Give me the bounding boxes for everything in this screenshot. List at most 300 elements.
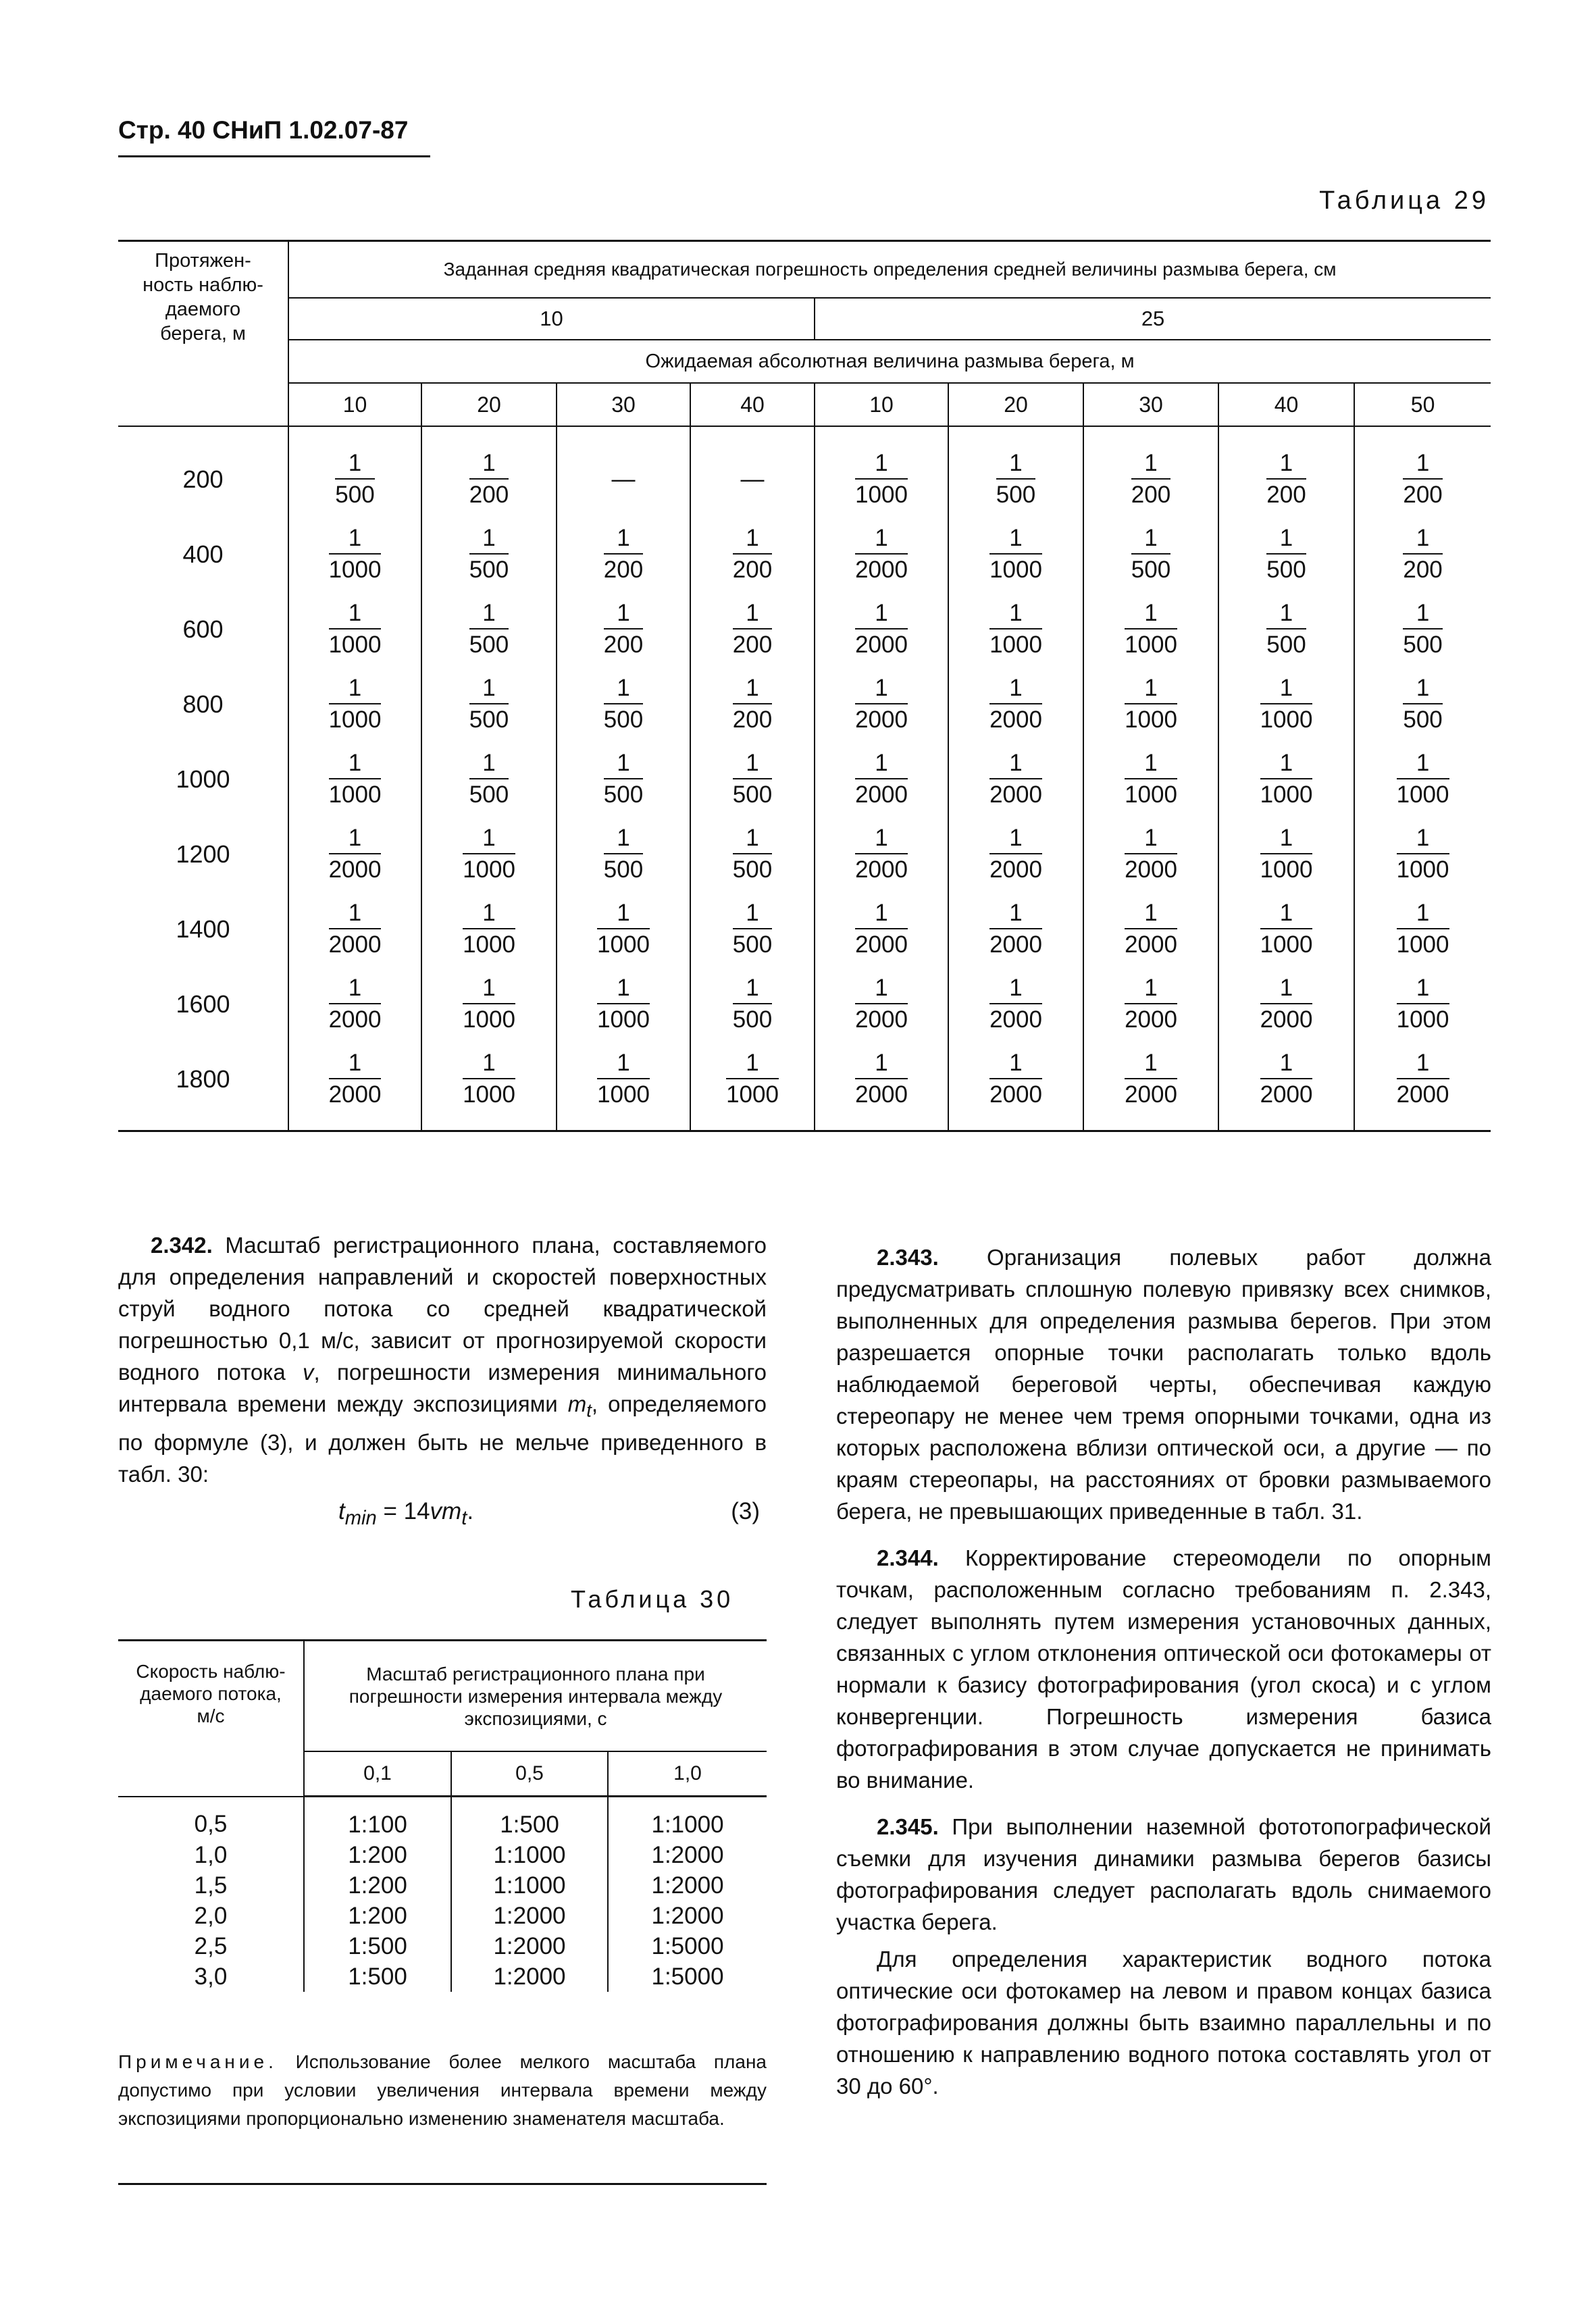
table-row: [118, 892, 1491, 967]
fraction-numerator: 1: [855, 750, 908, 779]
fraction-numerator: 1: [469, 750, 509, 779]
paragraph-text: Корректирование стереомодели по опорным точкам, расположенным согласно требованиям п. 2.343, следует выполнять путем измерения установочных данных, связанных с углом отклонения оптической оси фотокамеры от нормали к базису фотографирования (угол скоса) и с углом конвергенции. Погрешность измерения базиса фотографирования в этом случае допускается не принимать во внимание.: [836, 1545, 1491, 1793]
fraction-numerator: 1: [989, 675, 1042, 704]
fraction-denominator: 200: [732, 706, 773, 734]
fraction: [329, 1050, 382, 1108]
table-cell: [815, 517, 948, 592]
table-cell: [1354, 892, 1491, 967]
table-30-stub-header: Скорость наблю- даемого потока, м/с: [118, 1641, 304, 1797]
fraction-denominator: 1000: [597, 1081, 650, 1108]
table-cell: [690, 892, 815, 967]
table-cell: [1218, 592, 1354, 667]
table-cell: [1218, 1042, 1354, 1131]
fraction-denominator: 1000: [1396, 931, 1449, 958]
paragraph-2-342: [118, 1229, 767, 1490]
table-cell: [690, 592, 815, 667]
fraction: [604, 600, 643, 658]
fraction-denominator: 200: [732, 632, 773, 659]
table-29: [118, 240, 1491, 1132]
fraction-denominator: 500: [469, 781, 509, 808]
table-cell: [948, 1042, 1083, 1131]
fraction: [855, 600, 908, 658]
fraction-numerator: 1: [989, 825, 1042, 854]
table-cell: [288, 892, 421, 967]
fraction: [1266, 600, 1306, 658]
fraction-denominator: 2000: [1260, 1006, 1313, 1033]
fraction: [1397, 900, 1449, 958]
fraction: [1266, 450, 1306, 508]
row-label: 1000: [118, 742, 288, 817]
table-cell: [421, 1042, 557, 1131]
table-row: [118, 817, 1491, 892]
fraction-numerator: 1: [1125, 975, 1177, 1004]
fraction: [1260, 750, 1313, 808]
fraction: [1260, 900, 1313, 958]
fraction: [463, 900, 515, 958]
fraction: [733, 825, 772, 883]
fraction-numerator: 1: [855, 525, 908, 555]
table-row: [118, 1870, 767, 1901]
table-cell: [288, 592, 421, 667]
fraction-denominator: 500: [603, 706, 644, 734]
fraction-numerator: 1: [463, 975, 515, 1004]
fraction: [733, 750, 772, 808]
row-label: 800: [118, 667, 288, 742]
table-30-group-header: Масштаб регистрационного плана при погрешности измерения интервала между экспозициями, с: [304, 1641, 767, 1752]
fraction: [726, 1050, 779, 1108]
table-row: [118, 592, 1491, 667]
fraction: [463, 825, 515, 883]
table-cell: [1354, 817, 1491, 892]
fraction-denominator: 2000: [855, 557, 908, 584]
fraction: [604, 525, 643, 583]
table-cell: 1:200: [348, 1841, 407, 1868]
fraction: [733, 900, 772, 958]
fraction: [463, 975, 515, 1033]
table-29-column-header: 40: [1218, 383, 1354, 426]
table-cell: [421, 892, 557, 967]
table-cell: [557, 667, 690, 742]
table-cell: [1083, 1042, 1218, 1131]
fraction-denominator: 500: [732, 1006, 773, 1033]
table-cell: [948, 426, 1083, 517]
fraction-numerator: 1: [1131, 525, 1170, 555]
table-cell: [557, 1042, 690, 1131]
fraction-denominator: 1000: [463, 1081, 515, 1108]
fraction: [329, 825, 382, 883]
fraction-numerator: 1: [329, 825, 382, 854]
table-30-caption: Таблица 30: [571, 1585, 734, 1613]
fraction: [855, 675, 908, 733]
table-cell: [1354, 426, 1491, 517]
table-29-column-header: 20: [421, 383, 557, 426]
fraction-denominator: 2000: [855, 931, 908, 958]
fraction-numerator: 1: [329, 750, 382, 779]
table-29-column-header: 30: [1083, 383, 1218, 426]
fraction-numerator: 1: [604, 825, 643, 854]
fraction: [989, 525, 1042, 583]
fraction-numerator: 1: [1131, 450, 1170, 480]
row-label: 600: [118, 592, 288, 667]
fraction-denominator: 1000: [1260, 856, 1313, 883]
paragraph-number: 2.344.: [877, 1545, 939, 1570]
formula-expression: $t_{min} = 14vm_t$.: [338, 1497, 474, 1529]
fraction: [1397, 825, 1449, 883]
fraction-numerator: 1: [733, 975, 772, 1004]
fraction: [855, 825, 908, 883]
fraction: [329, 750, 382, 808]
fraction-denominator: 2000: [1125, 1006, 1177, 1033]
table-cell: [421, 426, 557, 517]
fraction-denominator: 1000: [463, 1006, 515, 1033]
table-cell: [421, 592, 557, 667]
fraction: [1403, 450, 1442, 508]
page-header: Стр. 40 СНиП 1.02.07-87: [118, 116, 409, 144]
fraction-numerator: 1: [855, 900, 908, 929]
table-cell: [690, 1042, 815, 1131]
fraction-denominator: 2000: [855, 1006, 908, 1033]
fraction: [329, 600, 382, 658]
table-30-column-header: 0,5: [451, 1751, 608, 1797]
fraction-denominator: 500: [732, 931, 773, 958]
fraction-numerator: 1: [1125, 825, 1177, 854]
fraction-denominator: 1000: [855, 482, 908, 509]
fraction-numerator: 1: [1260, 1050, 1313, 1079]
fraction-denominator: 1000: [328, 706, 382, 734]
fraction-numerator: 1: [855, 975, 908, 1004]
table-row: [118, 1797, 767, 1841]
fraction-numerator: 1: [1125, 750, 1177, 779]
table-cell: [1218, 817, 1354, 892]
table-cell: [1083, 817, 1218, 892]
fraction-denominator: 2000: [328, 856, 382, 883]
fraction: [597, 900, 650, 958]
fraction-numerator: 1: [597, 1050, 650, 1079]
fraction-numerator: 1: [1397, 975, 1449, 1004]
table-cell: [1354, 592, 1491, 667]
fraction-numerator: 1: [1260, 750, 1313, 779]
fraction-denominator: 200: [732, 557, 773, 584]
fraction-numerator: 1: [1397, 900, 1449, 929]
row-label: 0,5: [118, 1797, 304, 1841]
table-row: [118, 967, 1491, 1042]
fraction-numerator: 1: [1397, 1050, 1449, 1079]
fraction-denominator: 2000: [855, 1081, 908, 1108]
table-cell: [948, 592, 1083, 667]
table-cell: [1218, 742, 1354, 817]
fraction: [1403, 525, 1442, 583]
paragraph-2-345-continued: Для определения характеристик водного потока оптические оси фотокамер на левом и правом концах базиса фотографирования должны быть взаимно параллельны и по отношению к направлению водного потока составлять угол от 30 до 60°.: [836, 1947, 1491, 2099]
table-cell: 1:500: [451, 1797, 608, 1841]
fraction-denominator: 1000: [1396, 1006, 1449, 1033]
fraction-denominator: 500: [732, 781, 773, 808]
fraction-denominator: 200: [1403, 557, 1443, 584]
table-cell: [557, 517, 690, 592]
table-row: [118, 426, 1491, 517]
table-cell: [1354, 1042, 1491, 1131]
fraction: [1403, 600, 1442, 658]
fraction: [604, 825, 643, 883]
fraction: [1131, 525, 1170, 583]
fraction: [1397, 750, 1449, 808]
fraction: [597, 1050, 650, 1108]
fraction-denominator: 1000: [989, 632, 1042, 659]
table-29-sub-header: Ожидаемая абсолютная величина размыва берега, м: [288, 340, 1491, 383]
fraction-denominator: 2000: [1125, 856, 1177, 883]
fraction: [989, 825, 1042, 883]
table-cell: [690, 817, 815, 892]
table-cell: [421, 517, 557, 592]
table-row: [118, 1931, 767, 1961]
fraction-denominator: 500: [335, 482, 375, 509]
formula-number: (3): [731, 1497, 760, 1524]
fraction-denominator: 500: [1131, 557, 1171, 584]
fraction-numerator: 1: [1125, 1050, 1177, 1079]
table-cell: [557, 817, 690, 892]
left-column: [118, 1229, 767, 1529]
paragraph-number: 2.343.: [877, 1245, 939, 1270]
fraction-denominator: 1000: [597, 931, 650, 958]
fraction-numerator: 1: [604, 750, 643, 779]
fraction-denominator: 500: [996, 482, 1036, 509]
fraction: [469, 525, 509, 583]
fraction: [329, 525, 382, 583]
paragraph-text: При выполнении наземной фототопографической съемки для изучения динамики размыва берегов базисы фотографирования следует располагать вдоль снимаемого участка берега.: [836, 1814, 1491, 1934]
table-row: [118, 742, 1491, 817]
row-label: 1400: [118, 892, 288, 967]
fraction-denominator: 2000: [989, 706, 1042, 734]
fraction-numerator: 1: [1266, 450, 1306, 480]
fraction-denominator: 1000: [989, 557, 1042, 584]
table-cell: [690, 426, 815, 517]
table-29-column-header: 50: [1354, 383, 1491, 426]
table-29-group-header: Заданная средняя квадратическая погрешность определения средней величины размыва берега, см: [288, 241, 1491, 299]
fraction: [989, 1050, 1042, 1108]
table-cell: [288, 426, 421, 517]
table-cell: [948, 892, 1083, 967]
fraction-numerator: 1: [469, 600, 509, 629]
fraction-denominator: 1000: [1260, 781, 1313, 808]
fraction-numerator: 1: [1397, 825, 1449, 854]
fraction: [1125, 600, 1177, 658]
fraction-denominator: 2000: [328, 1006, 382, 1033]
variable-m: m: [567, 1391, 587, 1416]
table-row: [118, 1840, 767, 1870]
fraction-numerator: 1: [335, 450, 374, 480]
table-cell: [1354, 667, 1491, 742]
table-cell: [815, 817, 948, 892]
fraction-numerator: 1: [733, 900, 772, 929]
fraction-denominator: 200: [603, 557, 644, 584]
table-cell: [288, 667, 421, 742]
table-cell: 1:5000: [608, 1961, 767, 1992]
fraction-numerator: 1: [1260, 900, 1313, 929]
table-cell: [1083, 742, 1218, 817]
table-cell: [557, 742, 690, 817]
table-cell: [948, 742, 1083, 817]
fraction-denominator: 500: [469, 557, 509, 584]
table-cell: [288, 517, 421, 592]
fraction: [469, 750, 509, 808]
table-29-column-header: 40: [690, 383, 815, 426]
fraction-denominator: 2000: [1125, 931, 1177, 958]
fraction-numerator: 1: [469, 675, 509, 704]
table-cell: 1:200: [348, 1872, 407, 1899]
fraction-numerator: 1: [463, 825, 515, 854]
fraction: [1125, 750, 1177, 808]
paragraph-number: 2.345.: [877, 1814, 939, 1839]
fraction-denominator: 1000: [1125, 781, 1177, 808]
fraction: [855, 450, 908, 508]
table-cell: [288, 1042, 421, 1131]
fraction: [733, 525, 772, 583]
fraction-denominator: 200: [1131, 482, 1171, 509]
paragraph-number: 2.342.: [151, 1233, 213, 1258]
row-label: 1200: [118, 817, 288, 892]
fraction-denominator: 1000: [463, 856, 515, 883]
fraction-denominator: 500: [1403, 632, 1443, 659]
fraction: [597, 975, 650, 1033]
fraction: [469, 675, 509, 733]
fraction-numerator: 1: [463, 900, 515, 929]
paragraph-2-344: [836, 1542, 1491, 1796]
table-cell: [1354, 742, 1491, 817]
fraction-denominator: 2000: [1125, 1081, 1177, 1108]
fraction-denominator: 2000: [989, 931, 1042, 958]
fraction-denominator: 500: [603, 781, 644, 808]
fraction: [469, 450, 509, 508]
fraction-numerator: 1: [989, 900, 1042, 929]
row-label: 2,5: [118, 1931, 304, 1961]
fraction-numerator: 1: [1403, 525, 1442, 555]
table-29-caption: Таблица 29: [1319, 186, 1489, 215]
fraction: [1125, 675, 1177, 733]
fraction-numerator: 1: [989, 750, 1042, 779]
row-label: 2,0: [118, 1901, 304, 1931]
fraction-denominator: 2000: [855, 706, 908, 734]
fraction-denominator: 2000: [328, 931, 382, 958]
fraction: [989, 750, 1042, 808]
paragraph-2-343: [836, 1241, 1491, 1527]
table-30-column-header: 1,0: [608, 1751, 767, 1797]
table-row: [118, 667, 1491, 742]
table-cell: [1218, 517, 1354, 592]
fraction-numerator: 1: [329, 900, 382, 929]
fraction-denominator: 2000: [989, 781, 1042, 808]
fraction-numerator: 1: [1403, 450, 1442, 480]
table-row: [118, 1961, 767, 1992]
fraction-numerator: 1: [1260, 825, 1313, 854]
fraction: [1125, 1050, 1177, 1108]
table-cell: [557, 592, 690, 667]
fraction-denominator: 500: [1403, 706, 1443, 734]
fraction-numerator: 1: [989, 525, 1042, 555]
table-cell: [948, 967, 1083, 1042]
table-cell: [815, 426, 948, 517]
fraction-numerator: 1: [989, 600, 1042, 629]
table-cell: [557, 426, 690, 517]
paragraph-2-345: [836, 1811, 1491, 1938]
table-cell: [815, 892, 948, 967]
note-label: Примечание.: [118, 2051, 278, 2072]
fraction-denominator: 1000: [328, 632, 382, 659]
table-29-group-a: 10: [288, 298, 815, 340]
table-cell: [1218, 426, 1354, 517]
fraction-numerator: 1: [1403, 675, 1442, 704]
fraction: [855, 975, 908, 1033]
table-cell: [815, 592, 948, 667]
table-cell: [557, 892, 690, 967]
fraction-denominator: 1000: [1125, 706, 1177, 734]
table-cell: [288, 967, 421, 1042]
fraction: [1403, 675, 1442, 733]
fraction-numerator: 1: [855, 1050, 908, 1079]
fraction: [989, 975, 1042, 1033]
table-29-stub-header: Протяжен- ность наблю- даемого берега, м: [118, 241, 288, 427]
table-cell: [948, 517, 1083, 592]
fraction-numerator: 1: [1260, 675, 1313, 704]
table-cell: [1354, 517, 1491, 592]
paragraph-text: , определяемого по формуле (3), и должен быть не мельче приведенного в табл. 30:: [118, 1391, 767, 1487]
fraction-denominator: 2000: [989, 1006, 1042, 1033]
fraction: [855, 525, 908, 583]
fraction-numerator: 1: [463, 1050, 515, 1079]
variable-v: v: [303, 1360, 314, 1385]
fraction-numerator: 1: [604, 525, 643, 555]
paragraph-text: Организация полевых работ должна предусматривать сплошную полевую привязку всех снимков, выполненных для определения размыва берегов. При этом разрешается опорные точки располагать только вдоль наблюдаемой береговой черты, обеспечивая каждую стереопару не менее чем тремя опорными точками, одна из которых расположена вблизи оптической оси, а другие — по краям стереопары, на расстояниях от бровки размываемого берега, не превышающих приведенные в табл. 31.: [836, 1245, 1491, 1524]
fraction: [1260, 975, 1313, 1033]
fraction-denominator: 2000: [328, 1081, 382, 1108]
row-label: 1600: [118, 967, 288, 1042]
fraction-numerator: 1: [1125, 675, 1177, 704]
table-cell: [1083, 517, 1218, 592]
table-cell: 1:500: [348, 1932, 407, 1959]
table-cell: [690, 667, 815, 742]
table-30-note: [118, 2048, 767, 2133]
table-cell: [815, 667, 948, 742]
table-29-column-header: 20: [948, 383, 1083, 426]
note-rule: [118, 2183, 767, 2185]
fraction-numerator: 1: [855, 825, 908, 854]
table-cell: 1:200: [348, 1902, 407, 1929]
fraction-denominator: 1000: [1396, 856, 1449, 883]
fraction: [855, 1050, 908, 1108]
table-30-column-header: 0,1: [304, 1751, 451, 1797]
table-cell: [1083, 892, 1218, 967]
table-cell: [288, 742, 421, 817]
table-cell: [1218, 667, 1354, 742]
row-label: 1,5: [118, 1870, 304, 1901]
variable-m-subscript: t: [586, 1399, 592, 1421]
fraction-numerator: 1: [733, 525, 772, 555]
fraction-numerator: 1: [989, 975, 1042, 1004]
fraction-denominator: 200: [1403, 482, 1443, 509]
formula-3: [118, 1495, 767, 1529]
table-cell: 1:1000: [608, 1797, 767, 1841]
table-cell: [948, 667, 1083, 742]
fraction-numerator: 1: [1125, 900, 1177, 929]
table-row: [118, 1901, 767, 1931]
fraction: [329, 975, 382, 1033]
fraction-denominator: 1000: [463, 931, 515, 958]
fraction-denominator: 1000: [597, 1006, 650, 1033]
fraction-denominator: 500: [1266, 632, 1306, 659]
fraction-numerator: 1: [733, 825, 772, 854]
fraction-numerator: 1: [597, 975, 650, 1004]
fraction-numerator: 1: [604, 600, 643, 629]
fraction: [1397, 975, 1449, 1033]
table-cell: 1:2000: [608, 1901, 767, 1931]
